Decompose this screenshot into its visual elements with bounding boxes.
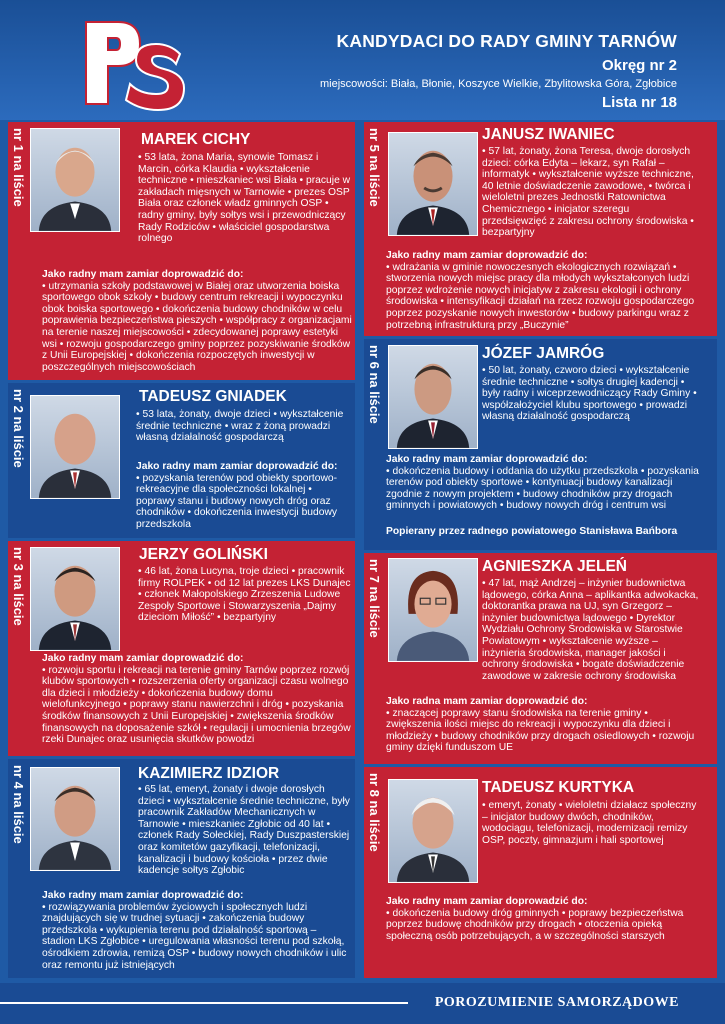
candidate-bio: • 50 lat, żonaty, czworo dzieci • wykształcenie średnie techniczne • sołtys drugiej kadencji • były radny i wiceprzewodniczący Rady Gminy • współzałożyciel klubu sportowego • prowadzi własną działalność gospodarczą: [482, 365, 697, 423]
goals-list: • znaczącej poprawy stanu środowiska na terenie gminy • zwiększenia ilości miejsc do rekreacji i wypoczynku dla dzieci i młodzieży • budowy chodników przy drogach osiedlowych • rozwoju gminy dzięki funduszom UE: [386, 707, 695, 754]
candidate-photo: [388, 345, 478, 449]
goals-heading: Jako radny mam zamiar doprowadzić do:: [42, 890, 244, 901]
goals-list: • rozwoju sportu i rekreacji na terenie gminy Tarnów poprzez rozwój klubów sportowych • rozszerzenia oferty organizacji czasu wolnego dla dzieci i młodzieży • dokończenia budowy domu wielofunkcyjnego • poprawy stanu nawierzchni i dróg • pozyskania środków finansowych z Unii Europejskiej • zwiększenia środków finansowych na doposażenie szkół • regulacji i umocnienia brzegów rzeki Dunajec oraz usunięcia skutków powodzi: [42, 664, 351, 746]
goals-section: [42, 458, 352, 531]
candidate-card: [8, 759, 355, 978]
goals-heading: Jako radny mam zamiar doprowadzić do:: [386, 454, 588, 465]
goals-section: [42, 887, 352, 971]
candidate-name: JANUSZ IWANIEC: [482, 126, 615, 143]
page-title: KANDYDACI DO RADY GMINY TARNÓW: [336, 31, 677, 51]
candidate-card: [364, 553, 717, 764]
goals-list: • dokończenia budowy dróg gminnych • poprawy bezpieczeństwa poprzez budowę chodników przy drogach • otoczenia opieką społeczną osób potrzebujących, a w szczególności starszych: [386, 907, 684, 942]
candidate-name: MAREK CICHY: [141, 131, 251, 148]
candidate-bio: • emeryt, żonaty • wieloletni działacz społeczny – inicjator budowy dwóch, chodników, wodociągu, telefonizacji, modernizacji remizy OSP, poczty, gimnazjum i hali sportowej: [482, 800, 697, 846]
footer: [0, 983, 725, 1024]
candidate-name: JÓZEF JAMRÓG: [482, 345, 605, 362]
candidate-bio: • 57 lat, żonaty, żona Teresa, dwoje dorosłych dzieci: córka Edyta – lekarz, syn Rafał – informatyk • wykształcenie wyższe techniczne, 40 letnie doświadczenie zawodowe, • twórca i wieloletni prezes Jednostki Ratownictwa Chemicznego • inicjator szeregu przedsięwzięć z zakresu ochrony środowiska • bezpartyjny: [482, 146, 694, 239]
candidate-name: TADEUSZ KURTYKA: [482, 779, 635, 796]
goals-heading: Jako radny mam zamiar doprowadzić do:: [42, 269, 244, 280]
goals-heading: Jako radny mam zamiar doprowadzić do:: [386, 250, 588, 261]
list-number-label: Lista nr 18: [601, 94, 677, 111]
candidate-bio: • 47 lat, mąż Andrzej – inżynier budownictwa lądowego, córka Anna – aplikantka adwokacka, doktorantka prawa na UJ, syn Grzegorz – inżynier budownictwa lądowego • Dyrektor Wydziału Ochrony Środowiska w Starostwie Powiatowym • wykształcenie wyższe – inżynieria środowiska, manager jakości i ochrony środowiska • bogate doświadczenie zawodowe w zakresie ochrony środowiska: [482, 578, 699, 682]
goals-list: • dokończenia budowy i oddania do użytku przedszkola • pozyskania terenów pod obiekty sportowe • kontynuacji budowy kanalizacji zgodnie z nowym projektem • budowy chodników przy drogach gminnych i powiatowych • budowy nowych dróg i centrum wsi: [386, 465, 699, 512]
list-position-label: nr 3 na liście: [11, 547, 26, 626]
candidate-card: [8, 122, 355, 380]
candidate-card: [8, 383, 355, 538]
list-position-label: nr 6 na liście: [367, 345, 382, 424]
goals-list: • wdrażania w gminie nowoczesnych ekologicznych rozwiązań • stworzenia nowych miejsc pracy dla młodych wykształconych ludzi poprzez wdrożenie nowych inicjatyw z zakresu ekologii i ochrony środowiska • intensyfikacji działań na rzecz rozwoju gospodarczego poprzez pozyskanie nowych inwestorów • budowy parkingu wraz z potrzebną infrastrukturą przy „Buczynie”: [386, 261, 695, 331]
goals-section: [42, 266, 352, 373]
header: [0, 0, 725, 120]
goals-section: [386, 247, 702, 331]
candidate-name: KAZIMIERZ IDZIOR: [138, 765, 280, 782]
list-position-label: nr 2 na liście: [11, 389, 26, 468]
candidate-card: [364, 339, 717, 550]
district-label: Okręg nr 2: [601, 57, 677, 74]
candidate-card: [364, 767, 717, 978]
localities-label: miejscowości: Biała, Błonie, Koszyce Wielkie, Zbylitowska Góra, Zgłobice: [319, 78, 677, 90]
candidate-photo: [388, 132, 478, 236]
goals-heading: Jako radny mam zamiar doprowadzić do:: [136, 461, 338, 472]
support-note: Popierany przez radnego powiatowego Stanisława Bańbora: [386, 526, 678, 537]
goals-section: [386, 893, 702, 942]
list-position-label: nr 4 na liście: [11, 765, 26, 844]
goals-section: [386, 693, 702, 754]
goals-section: [386, 451, 702, 512]
candidate-bio: • 65 lat, emeryt, żonaty i dwoje dorosłych dzieci • wykształcenie średnie techniczne, były pracownik Zakładów Mechanicznych w Tarnowie • mieszkaniec Zgłobic od 40 lat • członek Rady Sołeckiej, Rady Duszpasterskiej oraz komitetów gazyfikacji, telefonizacji, kanalizacji i budowy kościoła • przez dwie kadencje sołtys Zgłobic: [138, 784, 350, 877]
candidate-photo: [30, 547, 120, 651]
candidate-name: AGNIESZKA JELEŃ: [482, 558, 627, 575]
candidate-name: JERZY GOLIŃSKI: [139, 546, 268, 563]
list-position-label: nr 1 na liście: [11, 128, 26, 207]
goals-list: • pozyskania terenów pod obiekty sportowo-rekreacyjne dla społeczności lokalnej • poprawy stanu i budowy nowych dróg oraz chodników • dokończenia inwestycji budowy przedszkola: [136, 472, 338, 530]
goals-heading: Jako radna mam zamiar doprowadzić do:: [386, 696, 588, 707]
goals-list: • rozwiązywania problemów życiowych i społecznych ludzi znajdujących się w trudnej sytuacji • zakończenia budowy przedszkola • wykupienia terenu pod działalność sportową – stadion LKS Zgłobice • uregulowania własności terenu pod szkołą, ośrodkiem zdrowia, remizą OSP • budowy nowych chodników i ulic oraz remontu już istniejących: [42, 901, 347, 971]
candidate-bio: • 53 lata, żonaty, dwoje dzieci • wykształcenie średnie techniczne • wraz z żoną prowadzi własną działalność gospodarczą: [136, 409, 344, 444]
candidate-bio: • 46 lat, żona Lucyna, troje dzieci • pracownik firmy ROLPEK • od 12 lat prezes LKS Dunajec • członek Małopolskiego Zrzeszenia Ludowe Zespoły Sportowe i Stowarzyszenia „Dajmy dzieciom Miłość” • bezpartyjny: [138, 566, 351, 624]
list-position-label: nr 5 na liście: [367, 128, 382, 207]
goals-section: [42, 650, 352, 746]
organization-name: POROZUMIENIE SAMORZĄDOWE: [434, 995, 679, 1010]
candidate-name: TADEUSZ GNIADEK: [139, 388, 287, 405]
candidate-bio: • 53 lata, żona Maria, synowie Tomasz i Marcin, córka Klaudia • wykształcenie techniczne • mieszkaniec wsi Biała • pracuje w zakładach mięsnych w Tarnowie • prezes OSP Biała oraz członek władz gminnych OSP • radny gminy, były sołtys wsi i przewodniczący Rady Rodziców • właściciel gospodarstwa rolnego: [138, 152, 351, 245]
ps-logo-icon: [78, 14, 188, 114]
candidate-card: [8, 541, 355, 756]
list-position-label: nr 8 na liście: [367, 773, 382, 852]
goals-heading: Jako radny mam zamiar doprowadzić do:: [42, 653, 244, 664]
candidate-card: [364, 122, 717, 336]
footer-divider: [0, 1002, 408, 1004]
goals-heading: Jako radny mam zamiar doprowadzić do:: [386, 896, 588, 907]
goals-list: • utrzymania szkoły podstawowej w Białej oraz utworzenia boiska sportowego obok szkoły • budowy centrum rekreacji i wypoczynku obok boiska sportowego • dokończenia budowy chodników w celu poprawienia bezpieczeństwa pieszych • współpracy z organizacjami na terenie naszej miejscowości • zdecydowanej poprawy estetyki wsi • rozwoju gospodarczego gminy poprzez pozyskiwanie środków z Unii Europejskiej • dokończenia rozpoczętych inwestycji w poszczególnych miejscowościach: [42, 280, 352, 373]
candidate-photo: [388, 779, 478, 883]
list-position-label: nr 7 na liście: [367, 559, 382, 638]
